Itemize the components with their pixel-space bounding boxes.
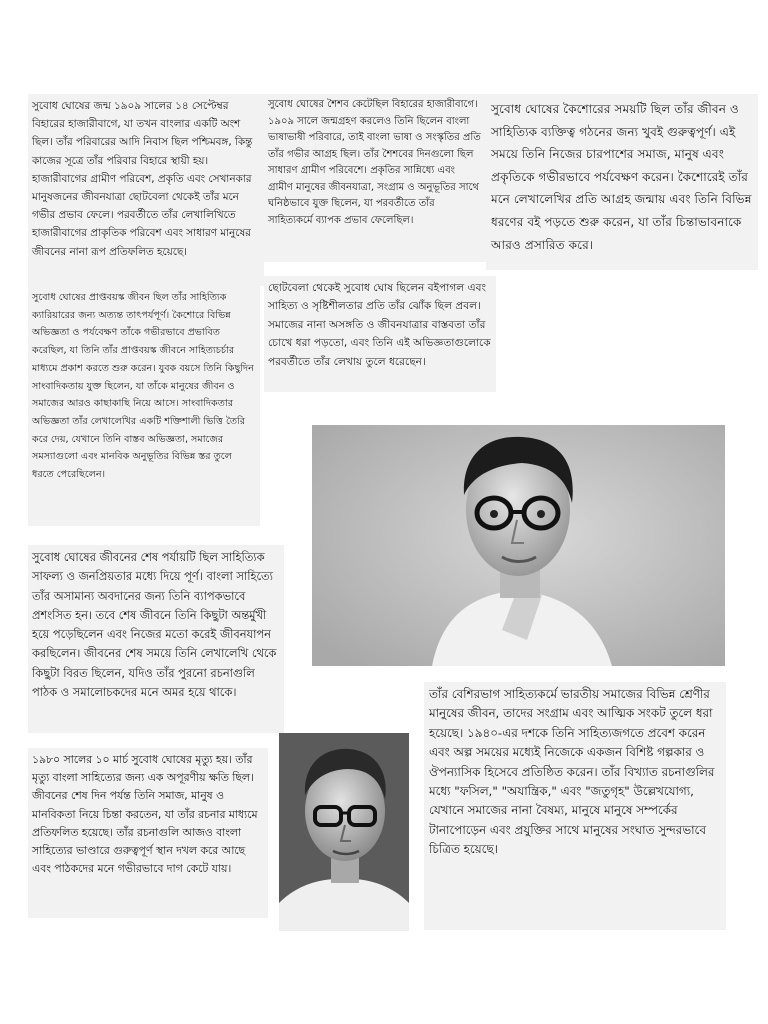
- paragraph-adolescence: সুবোধ ঘোষের কৈশোরের সময়টি ছিল তাঁর জীবন ও সাহিত্যিক ব্যক্তিত্ব গঠনের জন্য খুবই গুরুত্বপূর্ণ। এই সময়ে তিনি নিজের চারপাশের সমাজ, মানুষ এবং প্রকৃতিকে গভীরভাবে পর্যবেক্ষণ করেন। কৈশোরেই তাঁর মনে লেখালেখির প্রতি আগ্রহ জন্মায় এবং তিনি বিভিন্ন ধরণের বই পড়তে শুরু করেন, যা তাঁর চিন্তাভাবনাকে আরও প্রসারিত করে।: [486, 94, 758, 270]
- portrait-older-illustration: [279, 733, 409, 931]
- portrait-young-illustration: [312, 425, 725, 666]
- paragraph-book-lover: ছোটবেলা থেকেই সুবোধ ঘোষ ছিলেন বইপাগল এবং সাহিত্য ও সৃষ্টিশীলতার প্রতি তাঁর ঝোঁক ছিল প্রবল। সমাজের নানা অসঙ্গতি ও জীবনযাত্রার বাস্তবতা তাঁর চোখে ধরা পড়তো, এবং তিনি এই অভিজ্ঞতাগুলোকে পরবর্তীতে তাঁর লেখায় তুলে ধরেছেন।: [264, 276, 496, 392]
- paragraph-birth: সুবোধ ঘোষের জন্ম ১৯০৯ সালের ১৪ সেপ্টেম্বর বিহারের হাজারীবাগে, যা তখন বাংলার একটি অংশ ছিল। তাঁর পরিবারের আদি নিবাস ছিল পশ্চিমবঙ্গ, কিন্তু কাজের সূত্রে তাঁর পরিবার বিহারে স্থায়ী হয়। হাজারীবাগের গ্রামীণ পরিবেশ, প্রকৃতি এবং সেখানকার মানুষজনের জীবনযাত্রা ছোটবেলা থেকেই তাঁর মনে গভীর প্রভাব ফেলে। পরবর্তীতে তাঁর লেখালিখিতে হাজারীবাগের প্রাকৃতিক পরিবেশ এবং সাধারণ মানুষের জীবনের নানা রূপ প্রতিফলিত হয়েছে।: [28, 94, 264, 286]
- portrait-photo-young: [312, 425, 725, 666]
- portrait-photo-older: [279, 733, 409, 931]
- paragraph-death: ১৯৮০ সালের ১০ মার্চ সুবোধ ঘোষের মৃত্যু হয়। তাঁর মৃত্যু বাংলা সাহিত্যের জন্য এক অপূরণীয় ক্ষতি ছিল। জীবনের শেষ দিন পর্যন্ত তিনি সমাজ, মানুষ ও মানবিকতা নিয়ে চিন্তা করতেন, যা তাঁর রচনার মাধ্যমে প্রতিফলিত হয়েছে। তাঁর রচনাগুলি আজও বাংলা সাহিত্যের ভাণ্ডারে গুরুত্বপূর্ণ স্থান দখল করে আছে এবং পাঠকদের মনে গভীরভাবে দাগ কেটে যায়।: [28, 748, 268, 918]
- paragraph-later-life: সুবোধ ঘোষের জীবনের শেষ পর্যায়টি ছিল সাহিত্যিক সাফল্য ও জনপ্রিয়তার মধ্যে দিয়ে পূর্ণ। বাংলা সাহিত্যে তাঁর অসামান্য অবদানের জন্য তিনি ব্যাপকভাবে প্রশংসিত হন। তবে শেষ জীবনে তিনি কিছুটা অন্তর্মুখী হয়ে পড়েছিলেন এবং নিজের মতো করেই জীবনযাপন করছিলেন। জীবনের শেষ সময়ে তিনি লেখালেখি থেকে কিছুটা বিরত ছিলেন, যদিও তাঁর পুরনো রচনাগুলি পাঠক ও সমালোচকদের মনে অমর হয়ে থাকে।: [28, 545, 284, 733]
- paragraph-childhood: সুবোধ ঘোষের শৈশব কেটেছিল বিহারের হাজারীবাগে। ১৯০৯ সালে জন্মগ্রহণ করলেও তিনি ছিলেন বাংলা ভাষাভাষী পরিবারে, তাই বাংলা ভাষা ও সংস্কৃতির প্রতি তাঁর গভীর আগ্রহ ছিল। তাঁর শৈশবের দিনগুলো ছিল সাধারণ গ্রামীণ পরিবেশে। প্রকৃতির সান্নিধ্যে এবং গ্রামীণ মানুষের জীবনযাত্রা, সংগ্রাম ও অনুভূতির সাথে ঘনিষ্ঠভাবে যুক্ত ছিলেন, যা পরবর্তীতে তাঁর সাহিত্যকর্মে ব্যাপক প্রভাব ফেলেছিল।: [264, 94, 486, 262]
- paragraph-literary-works: তাঁর বেশিরভাগ সাহিত্যকর্মে ভারতীয় সমাজের বিভিন্ন শ্রেণীর মানুষের জীবন, তাদের সংগ্রাম এবং আত্মিক সংকট তুলে ধরা হয়েছে। ১৯৪০-এর দশকে তিনি সাহিত্যজগতে প্রবেশ করেন এবং অল্প সময়ের মধ্যেই নিজেকে একজন বিশিষ্ট গল্পকার ও ঔপন্যাসিক হিসেবে প্রতিষ্ঠিত করেন। তাঁর বিখ্যাত রচনাগুলির মধ্যে "ফসিল," "অযান্ত্রিক," এবং "জতুগৃহ" উল্লেখযোগ্য, যেখানে সমাজের নানা বৈষম্য, মানুষে মানুষে সম্পর্কের টানাপোড়েন এবং প্রযুক্তির সাথে মানুষের সংঘাত সুন্দরভাবে চিত্রিত হয়েছে।: [424, 682, 726, 930]
- paragraph-adulthood: সুবোধ ঘোষের প্রাপ্তবয়স্ক জীবন ছিল তাঁর সাহিত্যিক ক্যারিয়ারের জন্য অত্যন্ত তাৎপর্যপূর্ণ। কৈশোরে বিভিন্ন অভিজ্ঞতা ও পর্যবেক্ষণ তাঁকে গভীরভাবে প্রভাবিত করেছিল, যা তিনি তাঁর প্রাপ্তবয়স্ক জীবনে সাহিত্যচর্চার মাধ্যমে প্রকাশ করতে শুরু করেন। যুবক বয়সে তিনি কিছুদিন সাংবাদিকতায় যুক্ত ছিলেন, যা তাঁকে মানুষের জীবন ও সমাজের আরও কাছাকাছি নিয়ে আসে। সাংবাদিকতার অভিজ্ঞতা তাঁর লেখালেখির একটি শক্তিশালী ভিত্তি তৈরি করে দেয়, যেখানে তিনি বাস্তব অভিজ্ঞতা, সমাজের সমস্যাগুলো এবং মানবিক অনুভূতির বিভিন্ন স্তর তুলে ধরতে পেরেছিলেন।: [28, 286, 260, 526]
